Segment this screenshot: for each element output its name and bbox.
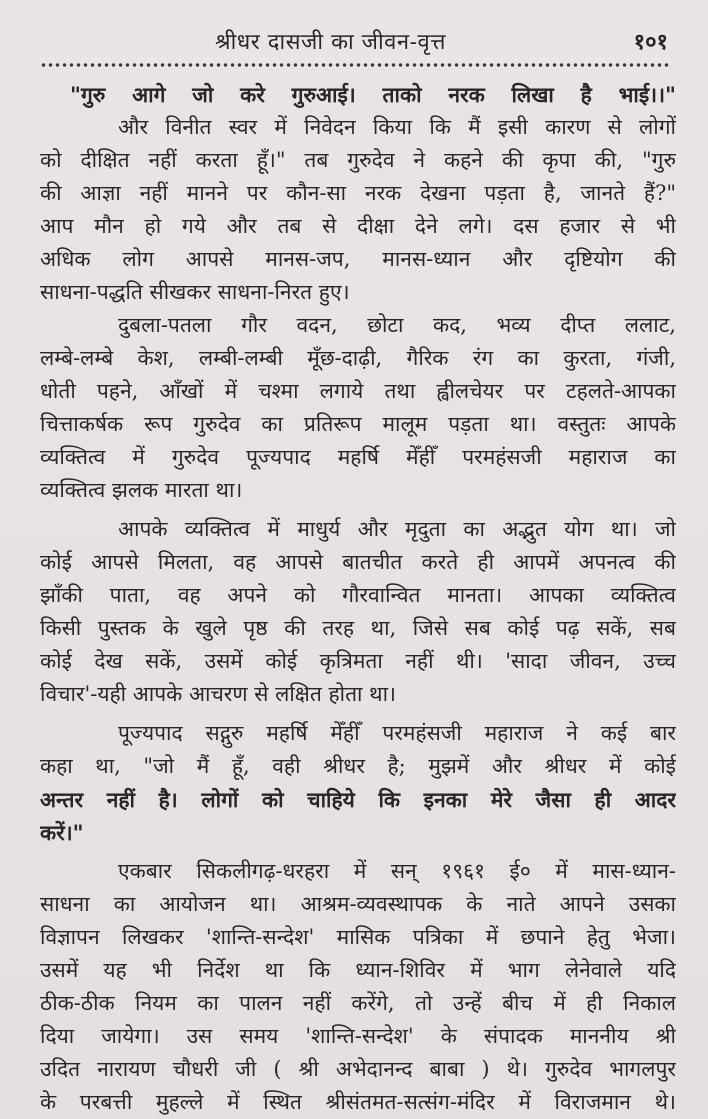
text-line: को दीक्षित नहीं करता हूँ।" तब गुरुदेव ने कहने की कृपा की, "गुरु [40, 148, 676, 172]
text-line: कोई आपसे मिलता, वह आपसे बातचीत करते ही आपमें अपनत्व की [40, 550, 676, 574]
text-line: और विनीत स्वर में निवेदन किया कि मैं इसी कारण से लोगों [118, 115, 676, 139]
text-line: के परबत्ती मुहल्ले में स्थित श्रीसंतमत-सत्संग-मंदिर में विराजमान थे। [40, 1090, 676, 1114]
text-line: कोई देख सकें, उसमें कोई कृत्रिमता नहीं थी। 'सादा जीवन, उच्च [40, 649, 676, 673]
text-line: झाँकी पाता, वह अपने को गौरवान्वित मानता। आपका व्यक्तित्व [40, 583, 676, 607]
text-line: दुबला-पतला गौर वदन, छोटा कद, भव्य दीप्त ललाट, [118, 313, 676, 337]
text-line: ठीक-ठीक नियम का पालन नहीं करेंगे, तो उन्हें बीच में ही निकाल [40, 991, 676, 1015]
text-line: आप मौन हो गये और तब से दीक्षा देने लगे। दस हजार से भी [40, 214, 676, 238]
text-line: अधिक लोग आपसे मानस-जप, मानस-ध्यान और दृष्टियोग की [40, 247, 676, 271]
text-line: व्यक्तित्व झलक मारता था। [40, 478, 243, 502]
text-line: लम्बे-लम्बे केश, लम्बी-लम्बी मूँछ-दाढ़ी, गैरिक रंग का कुरता, गंजी, [40, 346, 676, 370]
text-line: उदित नारायण चौधरी जी ( श्री अभेदानन्द बाबा ) थे। गुरुदेव भागलपुर [40, 1057, 676, 1081]
text-line: धोती पहने, आँखों में चश्मा लगाये तथा ह्वीलचेयर पर टहलते-आपका [40, 379, 676, 403]
text-line: उसमें यह भी निर्देश था कि ध्यान-शिविर में भाग लेनेवाले यदि [40, 958, 676, 982]
running-header [0, 26, 708, 60]
text-line: पूज्यपाद सद्गुरु महर्षि मेँहीँ परमहंसजी महाराज ने कई बार [118, 721, 676, 745]
text-line: साधना का आयोजन था। आश्रम-व्यवस्थापक के नाते आपने उसका [40, 892, 676, 916]
text-line: व्यक्तित्व में गुरुदेव पूज्यपाद महर्षि मेँहीँ परमहंसजी महाराज का [40, 445, 676, 469]
text-line: की आज्ञा नहीं मानने पर कौन-सा नरक देखना पड़ता है, जानते हैं?" [40, 181, 676, 205]
text-line: विज्ञापन लिखकर 'शान्ति-सन्देश' मासिक पत्रिका में छपाने हेतु भेजा। [40, 925, 676, 949]
page-number: १०१ [633, 29, 668, 55]
text-line: एकबार सिकलीगढ़-धरहरा में सन् १९६१ ई० में मास-ध्यान- [118, 859, 676, 883]
quote-line: अन्तर नहीं है। लोगों को चाहिये कि इनका मेरे जैसा ही आदर [40, 787, 676, 812]
text-line: कहा था, "जो मैं हूँ, वही श्रीधर है; मुझमें और श्रीधर में कोई [40, 754, 676, 778]
text-line: किसी पुस्तक के खुले पृष्ठ की तरह था, जिसे सब कोई पढ़ सकें, सब [40, 616, 676, 640]
quote-line: "गुरु आगे जो करे गुरुआई। ताको नरक लिखा है भाई।।" [70, 82, 676, 107]
text-line: चित्ताकर्षक रूप गुरुदेव का प्रतिरूप मालूम पड़ता था। वस्तुतः आपके [40, 412, 676, 436]
text-line: साधना-पद्धति सीखकर साधना-निरत हुए। [40, 280, 350, 304]
text-line: आपके व्यक्तित्व में माधुर्य और मृदुता का अद्भुत योग था। जो [118, 517, 676, 541]
running-title: श्रीधर दासजी का जीवन-वृत्त [215, 30, 446, 55]
ornamental-dotted-rule [40, 60, 670, 70]
body-text [40, 78, 676, 1119]
text-line: दिया जायेगा। उस समय 'शान्ति-सन्देश' के संपादक माननीय श्री [40, 1024, 676, 1048]
text-line: विचार'-यही आपके आचरण से लक्षित होता था। [40, 682, 396, 706]
quote-line: करें।" [40, 820, 84, 845]
